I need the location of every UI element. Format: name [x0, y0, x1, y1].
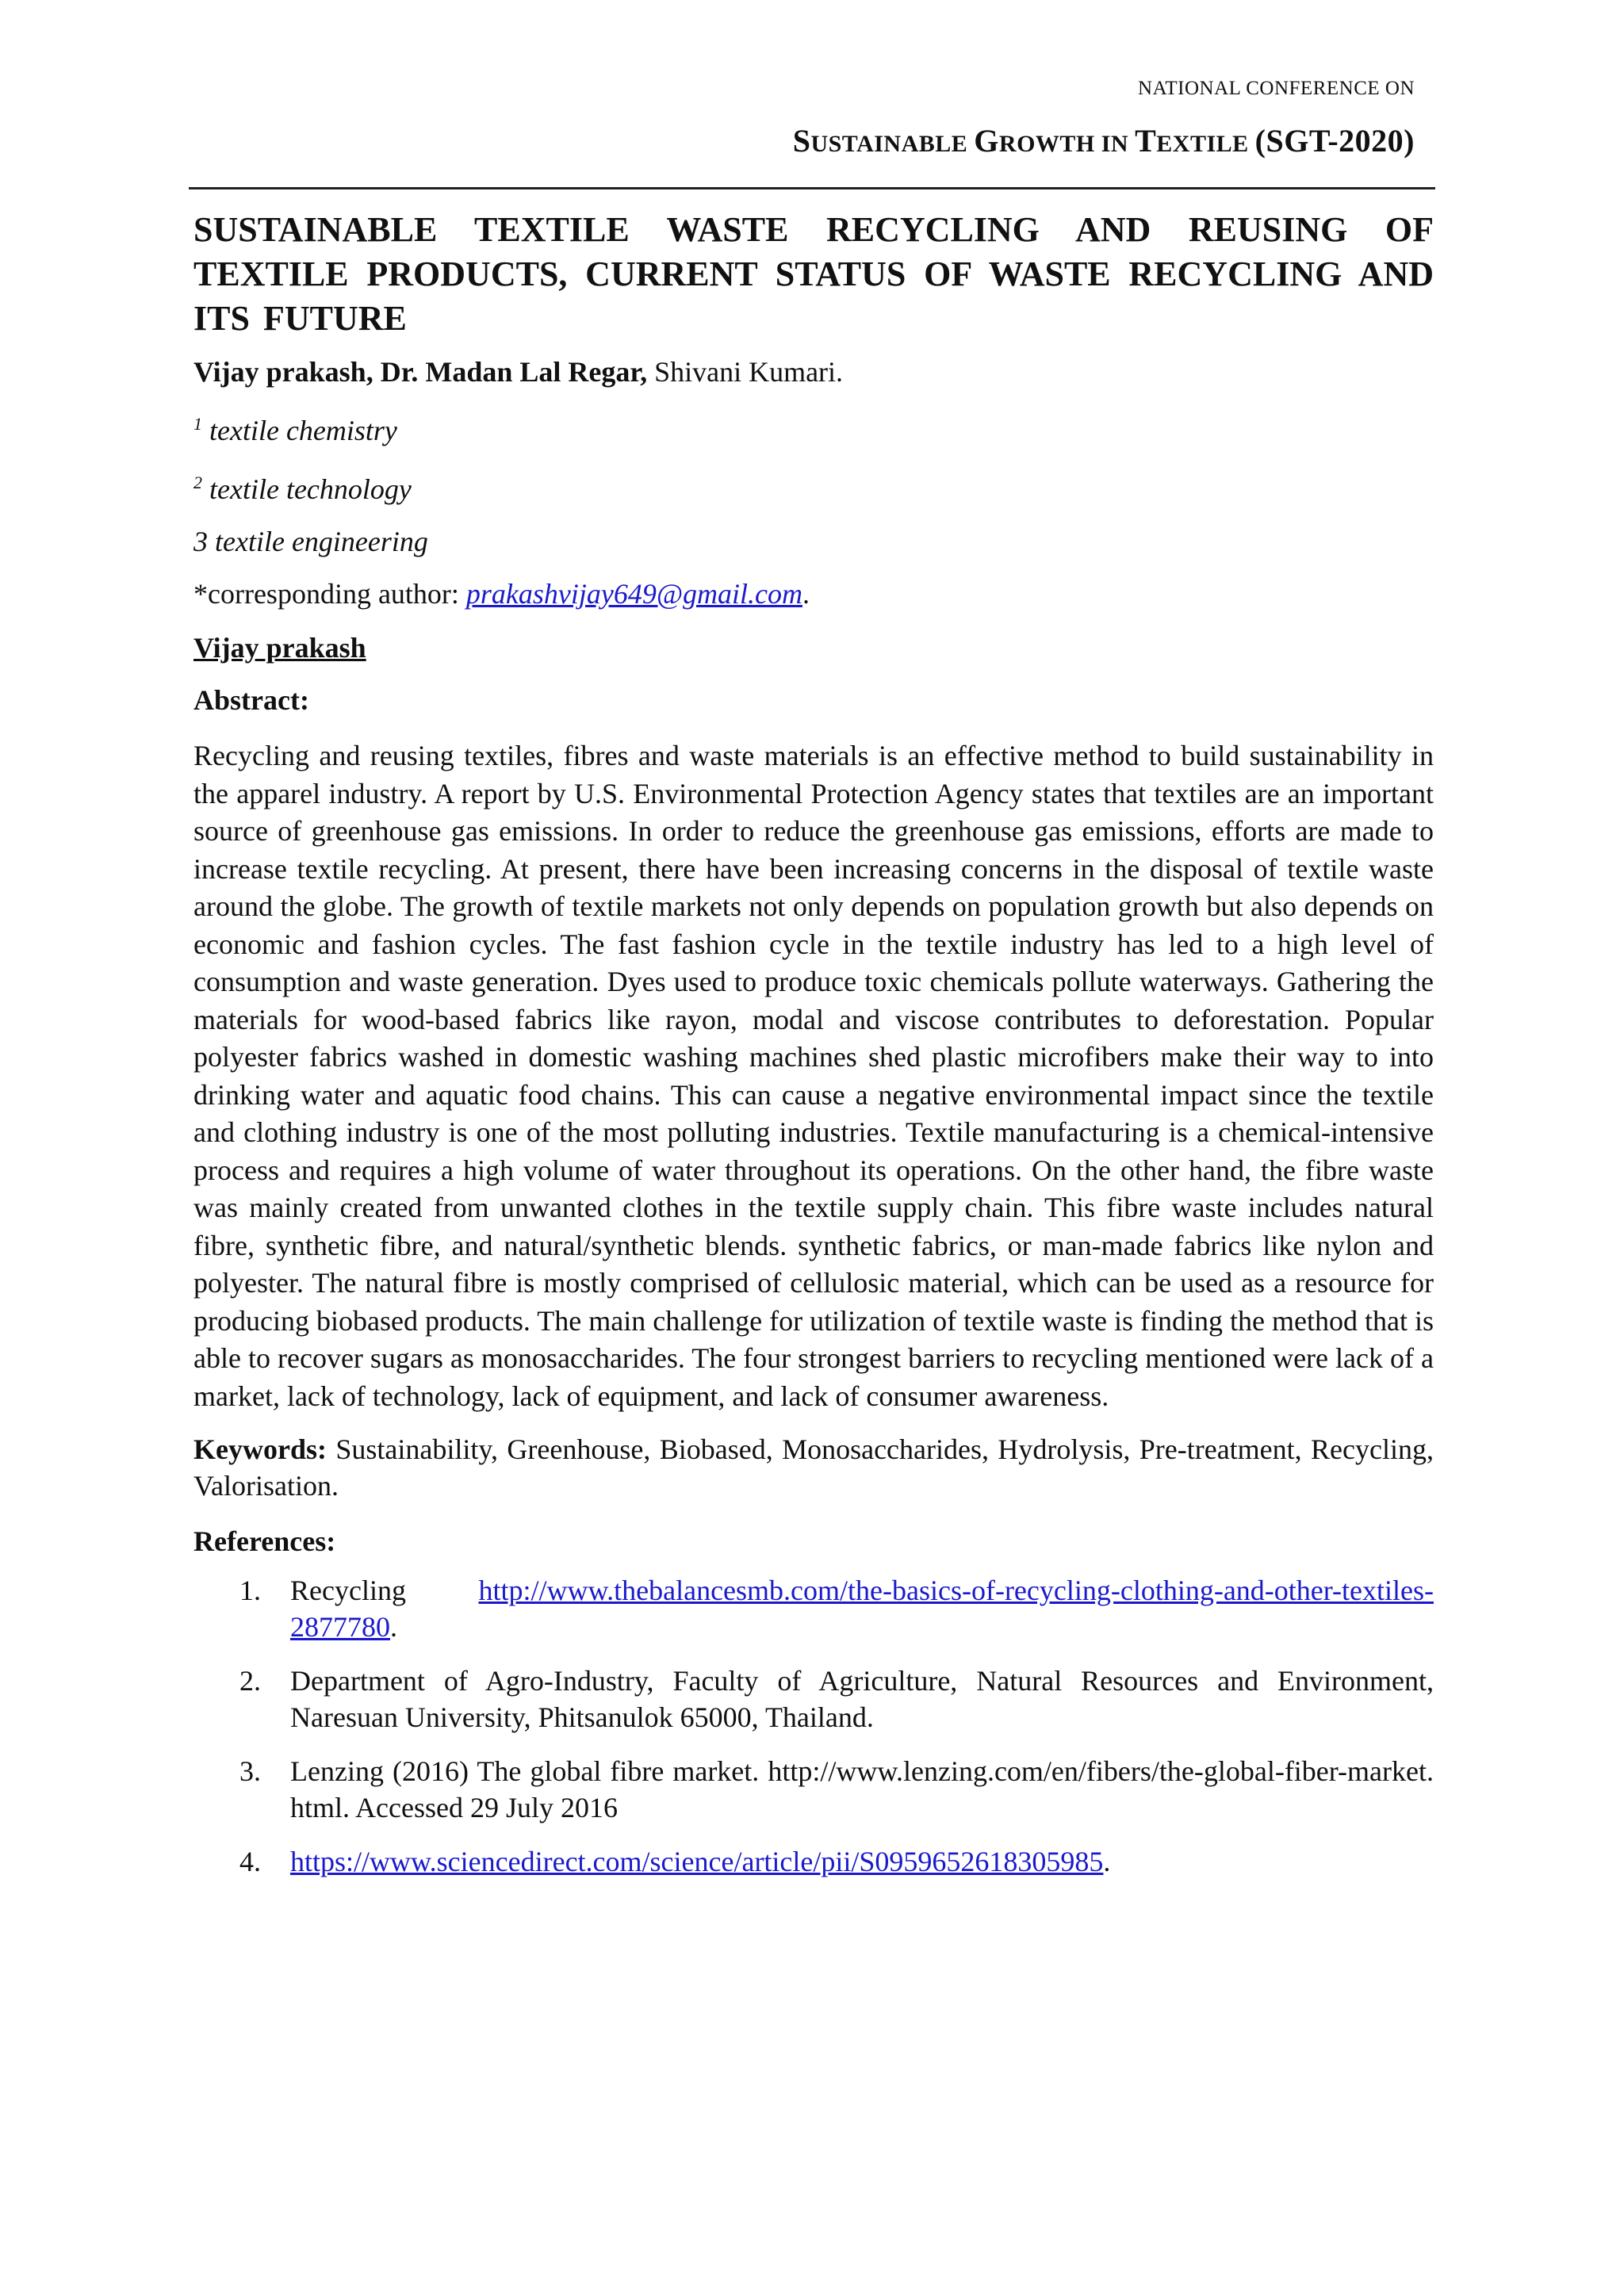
corresponding-label: *corresponding author:	[193, 578, 466, 610]
reference-end: .	[1103, 1846, 1111, 1877]
affiliation-text: textile technology	[202, 473, 412, 505]
reference-number: 2.	[239, 1665, 261, 1697]
reference-number: 1.	[239, 1575, 261, 1606]
header-divider	[189, 187, 1435, 189]
affiliation-2	[193, 465, 1434, 507]
reference-end: .	[390, 1611, 397, 1643]
corresponding-end: .	[802, 578, 810, 610]
reference-item	[193, 1663, 1434, 1735]
presenting-author: Vijay prakash	[193, 632, 366, 664]
conference-acronym: (SGT-2020)	[1254, 123, 1415, 159]
corresponding-author	[193, 576, 1434, 612]
references-heading: References:	[193, 1525, 336, 1557]
affiliation-3	[193, 523, 1434, 560]
authors-regular: Shivani Kumari.	[647, 356, 844, 388]
affiliation-1	[193, 406, 1434, 449]
reference-text: Lenzing (2016) The global fibre market. http://www.lenzing.com/en/fibers/the-global-fiber-market. html. Accessed 29 July 2016	[290, 1755, 1434, 1823]
reference-link[interactable]: http://www.thebalancesmb.com/the-basics-of-recycling-clothing-and-other-textiles-2877780	[290, 1575, 1434, 1643]
conference-name-line1: NATIONAL CONFERENCE ON	[1138, 78, 1415, 99]
conference-letter: S	[792, 123, 811, 159]
paper-title: SUSTAINABLE TEXTILE WASTE RECYCLING AND REUSING OF TEXTILE PRODUCTS, CURRENT STATUS OF WASTE RECYCLING AND ITS FUTURE	[193, 210, 1434, 338]
keywords-label: Keywords:	[193, 1433, 327, 1465]
reference-item	[193, 1572, 1434, 1645]
reference-number: 4.	[239, 1846, 261, 1877]
conference-name-line2	[793, 122, 1415, 159]
affiliation-text: textile chemistry	[202, 415, 397, 446]
keywords	[193, 1431, 1434, 1504]
abstract-text: Recycling and reusing textiles, fibres and waste materials is an effective method to build sustainability in the apparel industry. A report by U.S. Environmental Protection Agency states that textiles are an important source of greenhouse gas emissions. In order to reduce the greenhouse gas emissions, efforts are made to increase textile recycling. At present, there have been increasing concerns in the disposal of textile waste around the globe. The growth of textile markets not only depends on population growth but also depends on economic and fashion cycles. The fast fashion cycle in the textile industry has led to a high level of consumption and waste generation. Dyes used to produce toxic chemicals pollute waterways. Gathering the materials for wood-based fabrics like rayon, modal and viscose contributes to deforestation. Popular polyester fabrics washed in domestic washing machines shed plastic microfibers make their way to into drinking water and aquatic food chains. This can cause a negative environmental impact since the textile and clothing industry is one of the most polluting industries. Textile manufacturing is a chemical-intensive process and requires a high volume of water throughout its operations. On the other hand, the fibre waste was mainly created from unwanted clothes in the textile supply chain. This fibre waste includes natural fibre, synthetic fibre, and natural/synthetic blends. synthetic fabrics, or man-made fabrics like nylon and polyester. The natural fibre is mostly comprised of cellulosic material, which can be used as a resource for producing biobased products. The main challenge for utilization of textile waste is finding the method that is able to recover sugars as monosaccharides. The four strongest barriers to recycling mentioned were lack of a market, lack of technology, lack of equipment, and lack of consumer awareness.	[193, 740, 1434, 1412]
conference-word: EXTILE	[1156, 131, 1255, 157]
reference-list	[193, 1572, 1434, 1880]
reference-item	[193, 1753, 1434, 1826]
authors-bold: Vijay prakash, Dr. Madan Lal Regar,	[193, 356, 648, 388]
reference-text: Department of Agro-Industry, Faculty of Agriculture, Natural Resources and Environment, Naresuan University, Phitsanulok 65000, Thailand.	[290, 1665, 1434, 1733]
affiliation-text: 3 textile engineering	[193, 526, 428, 557]
conference-letter: G	[974, 123, 999, 159]
corresponding-email-link[interactable]: prakashvijay649@gmail.com	[465, 578, 802, 610]
abstract-heading: Abstract:	[193, 684, 309, 716]
affiliation-mark: 2	[193, 473, 202, 492]
keywords-list: Sustainability, Greenhouse, Biobased, Monosaccharides, Hydrolysis, Pre-treatment, Recycling, Valorisation.	[193, 1433, 1434, 1502]
paper-content	[193, 208, 1434, 1897]
reference-number: 3.	[239, 1755, 261, 1787]
reference-item	[193, 1843, 1434, 1880]
reference-text: Recycling	[290, 1575, 431, 1606]
conference-letter: T	[1135, 123, 1157, 159]
affiliation-mark: 1	[193, 414, 202, 434]
conference-word: USTAINABLE	[810, 131, 975, 157]
conference-word: ROWTH IN	[998, 131, 1136, 157]
author-list	[193, 354, 1434, 390]
reference-link[interactable]: https://www.sciencedirect.com/science/article/pii/S0959652618305985	[290, 1846, 1104, 1877]
